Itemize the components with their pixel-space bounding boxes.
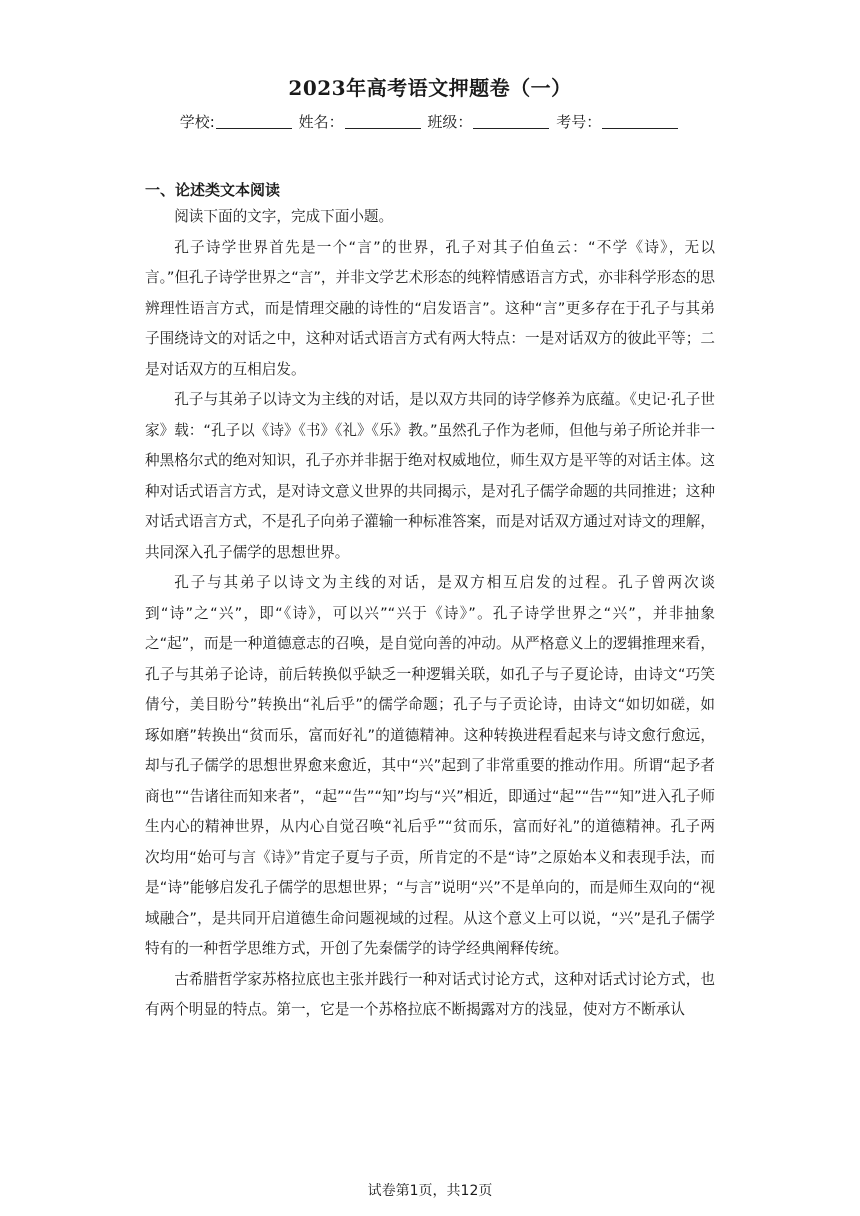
passage-paragraph: 孔子与其弟子以诗文为主线的对话，是以双方共同的诗学修养为底蕴。《史记·孔子世家》载：“孔子以《诗》《书》《礼》《乐》教。”虽然孔子作为老师，但他与弟子所论并非一种黑格尔式的绝对知识，孔子亦并非据于绝对权威地位，师生双方是平等的对话主体。这种对话式语言方式，是对诗文意义世界的共同揭示，是对孔子儒学命题的共同推进；这种对话式语言方式，不是孔子向弟子灌输一种标准答案，而是对话双方通过对诗文的理解，共同深入孔子儒学的思想世界。 [145, 391, 715, 561]
reading-passage [145, 202, 715, 1026]
exam-title: 2023年高考语文押题卷（一） [288, 76, 572, 100]
passage-paragraph: 孔子与其弟子以诗文为主线的对话，是双方相互启发的过程。孔子曾两次谈到“诗”之“兴”，即“《诗》，可以兴”“兴于《诗》”。孔子诗学世界之“兴”，并非抽象之“起”，而是一种道德意志的召唤，是自觉向善的冲动。从严格意义上的逻辑推理来看，孔子与其弟子论诗，前后转换似乎缺乏一种逻辑关联，如孔子与子夏论诗，由诗文“巧笑倩兮，美目盼兮”转换出“礼后乎”的儒学命题；孔子与子贡论诗，由诗文“如切如磋，如琢如磨”转换出“贫而乐，富而好礼”的道德精神。这种转换进程看起来与诗文愈行愈远，却与孔子儒学的思想世界愈来愈近，其中“兴”起到了非常重要的推动作用。所谓“起予者商也”“告诸往而知来者”，“起”“告”“知”均与“兴”相近，即通过“起”“告”“知”进入孔子师生内心的精神世界，从内心自觉召唤“礼后乎”“贫而乐，富而好礼”的道德精神。孔子两次均用“始可与言《诗》”肯定子夏与子贡，所肯定的不是“诗”之原始本义和表现手法，而是“诗”能够启发孔子儒学的思想世界；“与言”说明“兴”不是单向的，而是师生双向的“视域融合”，是共同开启道德生命问题视域的过程。从这个意义上可以说，“兴”是孔子儒学特有的一种哲学思维方式，开创了先秦儒学的诗学经典阐释传统。 [145, 574, 715, 957]
section-heading: 一、论述类文本阅读 [145, 181, 281, 199]
name-blank [345, 114, 421, 129]
exam-number-label: 考号： [556, 113, 602, 131]
name-label: 姓名： [298, 113, 344, 131]
page-footer: 试卷第1页，共12页 [367, 1183, 493, 1199]
exam-number-blank [602, 114, 678, 129]
student-info-line [0, 111, 860, 132]
passage-paragraph: 孔子诗学世界首先是一个“言”的世界，孔子对其子伯鱼云：“不学《诗》，无以言。”但孔子诗学世界之“言”，并非文学艺术形态的纯粹情感语言方式，亦非科学形态的思辨理性语言方式，而是情理交融的诗性的“启发语言”。这种“言”更多存在于孔子与其弟子围绕诗文的对话之中，这种对话式语言方式有两大特点：一是对话双方的彼此平等；二是对话双方的互相启发。 [145, 238, 715, 378]
school-label: 学校: [179, 113, 215, 131]
instruction-text: 阅读下面的文字，完成下面小题。 [174, 208, 394, 225]
passage-paragraph: 古希腊哲学家苏格拉底也主张并践行一种对话式讨论方式，这种对话式讨论方式，也有两个明显的特点。第一，它是一个苏格拉底不断揭露对方的浅显，使对方不断承认 [145, 970, 715, 1018]
school-blank [216, 114, 292, 129]
class-blank [473, 114, 549, 129]
class-label: 班级： [427, 113, 473, 131]
